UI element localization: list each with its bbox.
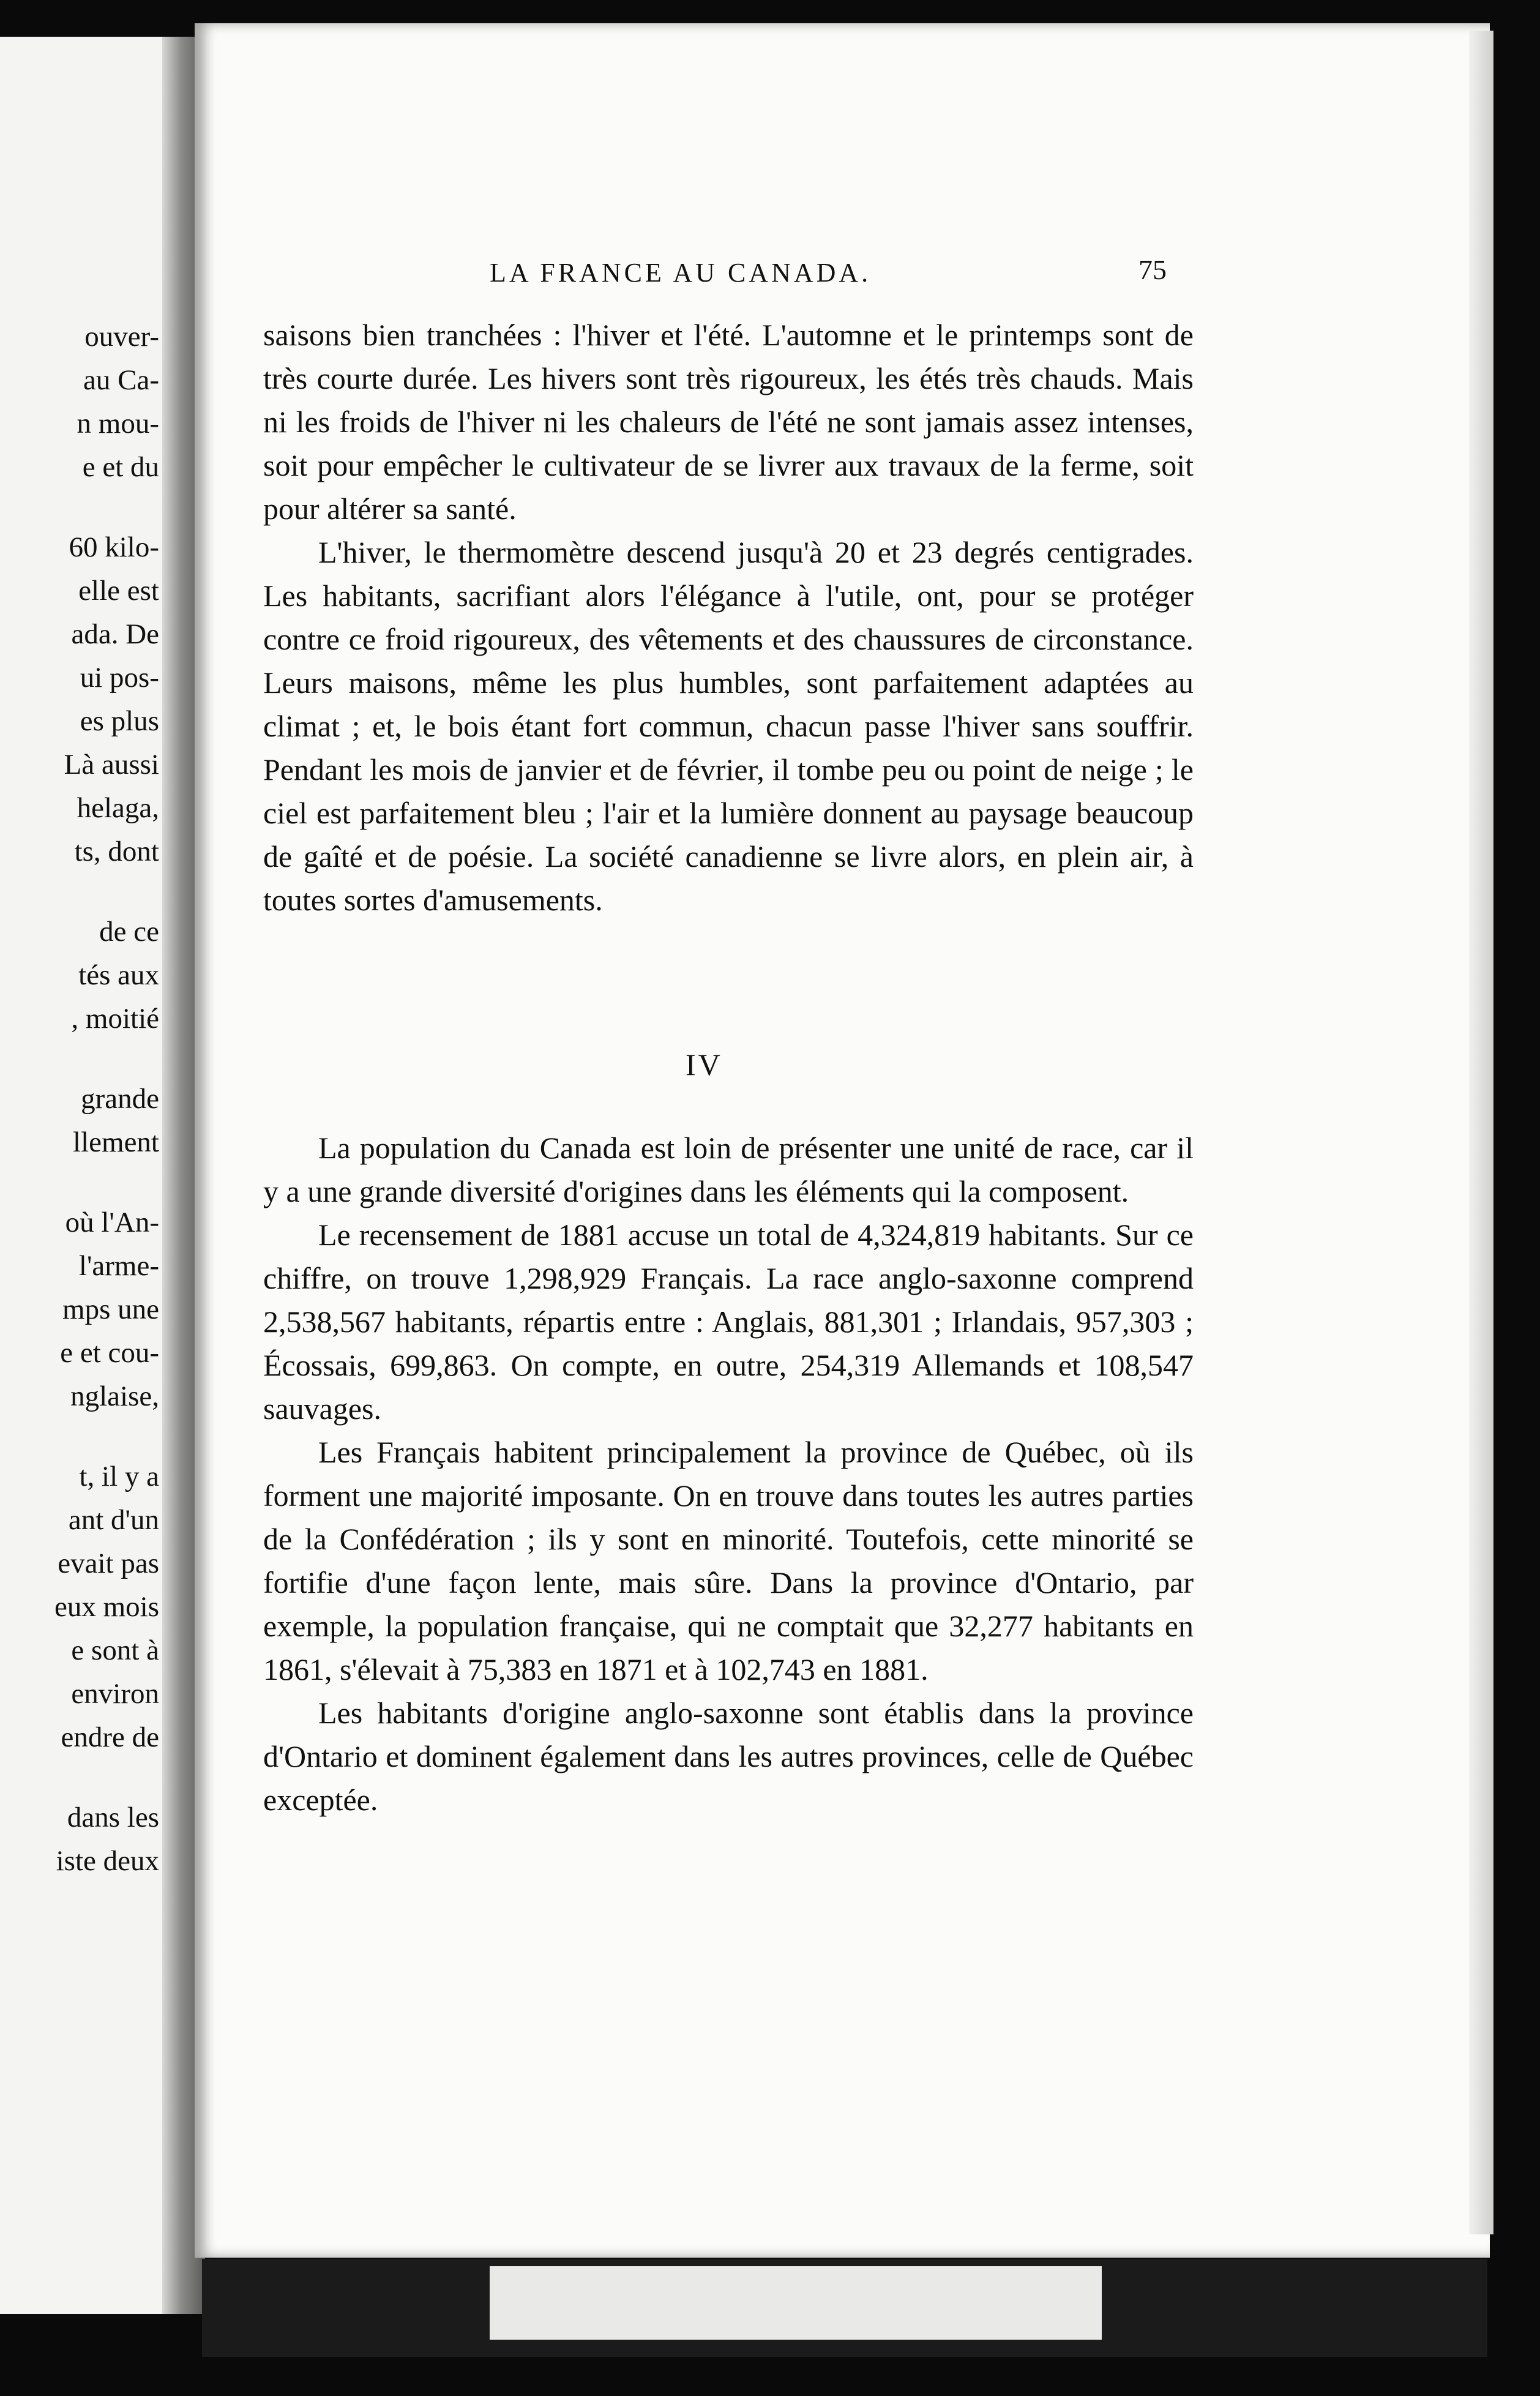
previous-page-line: tés aux (78, 959, 159, 991)
previous-page-line: ada. De (71, 618, 159, 650)
scan-bottom-edge (202, 2259, 1487, 2357)
previous-page-line: l'arme- (78, 1250, 159, 1282)
previous-page-line: ui pos- (80, 662, 159, 694)
previous-page-text (0, 315, 159, 1883)
previous-page-line: ant d'un (68, 1504, 159, 1536)
previous-page-line: ts, dont (74, 836, 159, 867)
previous-page-line: e et cou- (60, 1337, 159, 1369)
line-gap (0, 489, 159, 526)
running-title: LA FRANCE AU CANADA. (490, 258, 872, 288)
section-heading: IV (686, 1047, 723, 1082)
previous-page-line: nglaise, (70, 1380, 159, 1412)
text-block-before-section (263, 313, 1194, 922)
previous-page-line: endre de (61, 1721, 159, 1753)
previous-page-line: au Ca- (83, 364, 159, 396)
line-gap (0, 1418, 159, 1455)
previous-page-line: helaga, (77, 792, 159, 824)
previous-page-line: es plus (80, 705, 159, 737)
previous-page-line: t, il y a (79, 1461, 159, 1492)
paragraph: Les habitants d'origine anglo-saxonne sont établis dans la province d'Ontario et dominent également dans les autres provinces, celle de Québec exceptée. (263, 1696, 1194, 1817)
page-edge (1469, 31, 1493, 2234)
previous-page-line: grande (81, 1083, 159, 1115)
previous-page-line: iste deux (56, 1845, 159, 1877)
previous-page-line: , moitié (71, 1003, 159, 1035)
previous-page-line: e sont à (71, 1634, 159, 1666)
scan-bottom-edge-paper (490, 2266, 1102, 2340)
previous-page-line: llement (73, 1126, 159, 1158)
line-gap (0, 1759, 159, 1796)
previous-page-line: mps une (62, 1293, 159, 1325)
line-gap (0, 1041, 159, 1077)
previous-page-line: Là aussi (64, 749, 159, 781)
paragraph: saisons bien tranchées : l'hiver et l'été. L'automne et le printemps sont de très courte durée. Les hivers sont très rigoureux, les étés très chauds. Mais ni les froids de l'hiver ni les chaleurs de l'été ne sont jamais assez intenses, soit pour empêcher le cultivateur de se livrer aux travaux de la ferme, soit pour altérer sa santé. (263, 318, 1194, 526)
previous-page-line: où l'An- (65, 1207, 159, 1238)
previous-page-line: n mou- (77, 408, 159, 440)
text-block-after-section (263, 1126, 1194, 1822)
previous-page-line: 60 kilo- (69, 531, 159, 563)
paragraph: La population du Canada est loin de présenter une unité de race, car il y a une grande diversité d'origines dans les éléments qui la composent. (263, 1131, 1194, 1208)
paragraph: L'hiver, le thermomètre descend jusqu'à 20 et 23 degrés centigrades. Les habitants, sacrifiant alors l'élégance à l'utile, ont, pour se protéger contre ce froid rigoureux, des vêtements et des chaussures de circonstance. Leurs maisons, même les plus humbles, sont parfaitement adaptées au climat ; et, le bois étant fort commun, chacun passe l'hiver sans souffrir. Pendant les mois de janvier et de février, il tombe peu ou point de neige ; le ciel est parfaitement bleu ; l'air et la lumière donnent au paysage beaucoup de gaîté et de poésie. La société canadienne se livre alors, en plein air, à toutes sortes d'amusements. (263, 535, 1194, 917)
previous-page-line: ouver- (84, 321, 159, 353)
previous-page-line: evait pas (58, 1548, 159, 1579)
previous-page-line: elle est (78, 575, 159, 607)
page-number: 75 (1138, 254, 1167, 285)
previous-page-line: eux mois (54, 1591, 159, 1623)
paragraph: Les Français habitent principalement la province de Québec, où ils forment une majorité imposante. On en trouve dans toutes les autres parties de la Confédération ; ils y sont en minorité. Toutefois, cette minorité se fortifie d'une façon lente, mais sûre. Dans la province d'Ontario, par exemple, la population française, qui ne comptait que 32,277 habitants en 1861, s'élevait à 75,383 en 1871 et à 102,743 en 1881. (263, 1435, 1194, 1687)
previous-page-line: e et du (82, 451, 159, 483)
previous-page-line: environ (71, 1678, 159, 1710)
previous-page-line: dans les (67, 1802, 159, 1833)
paragraph: Le recensement de 1881 accuse un total de 4,324,819 habitants. Sur ce chiffre, on trouve 1,298,929 Français. La race anglo-saxonne comprend 2,538,567 habitants, répartis entre : Anglais, 881,301 ; Irlandais, 957,303 ; Écossais, 699,863. On compte, en outre, 254,319 Allemands et 108,547 sauvages. (263, 1218, 1194, 1426)
line-gap (0, 874, 159, 910)
previous-page-line: de ce (99, 916, 159, 948)
line-gap (0, 1164, 159, 1201)
